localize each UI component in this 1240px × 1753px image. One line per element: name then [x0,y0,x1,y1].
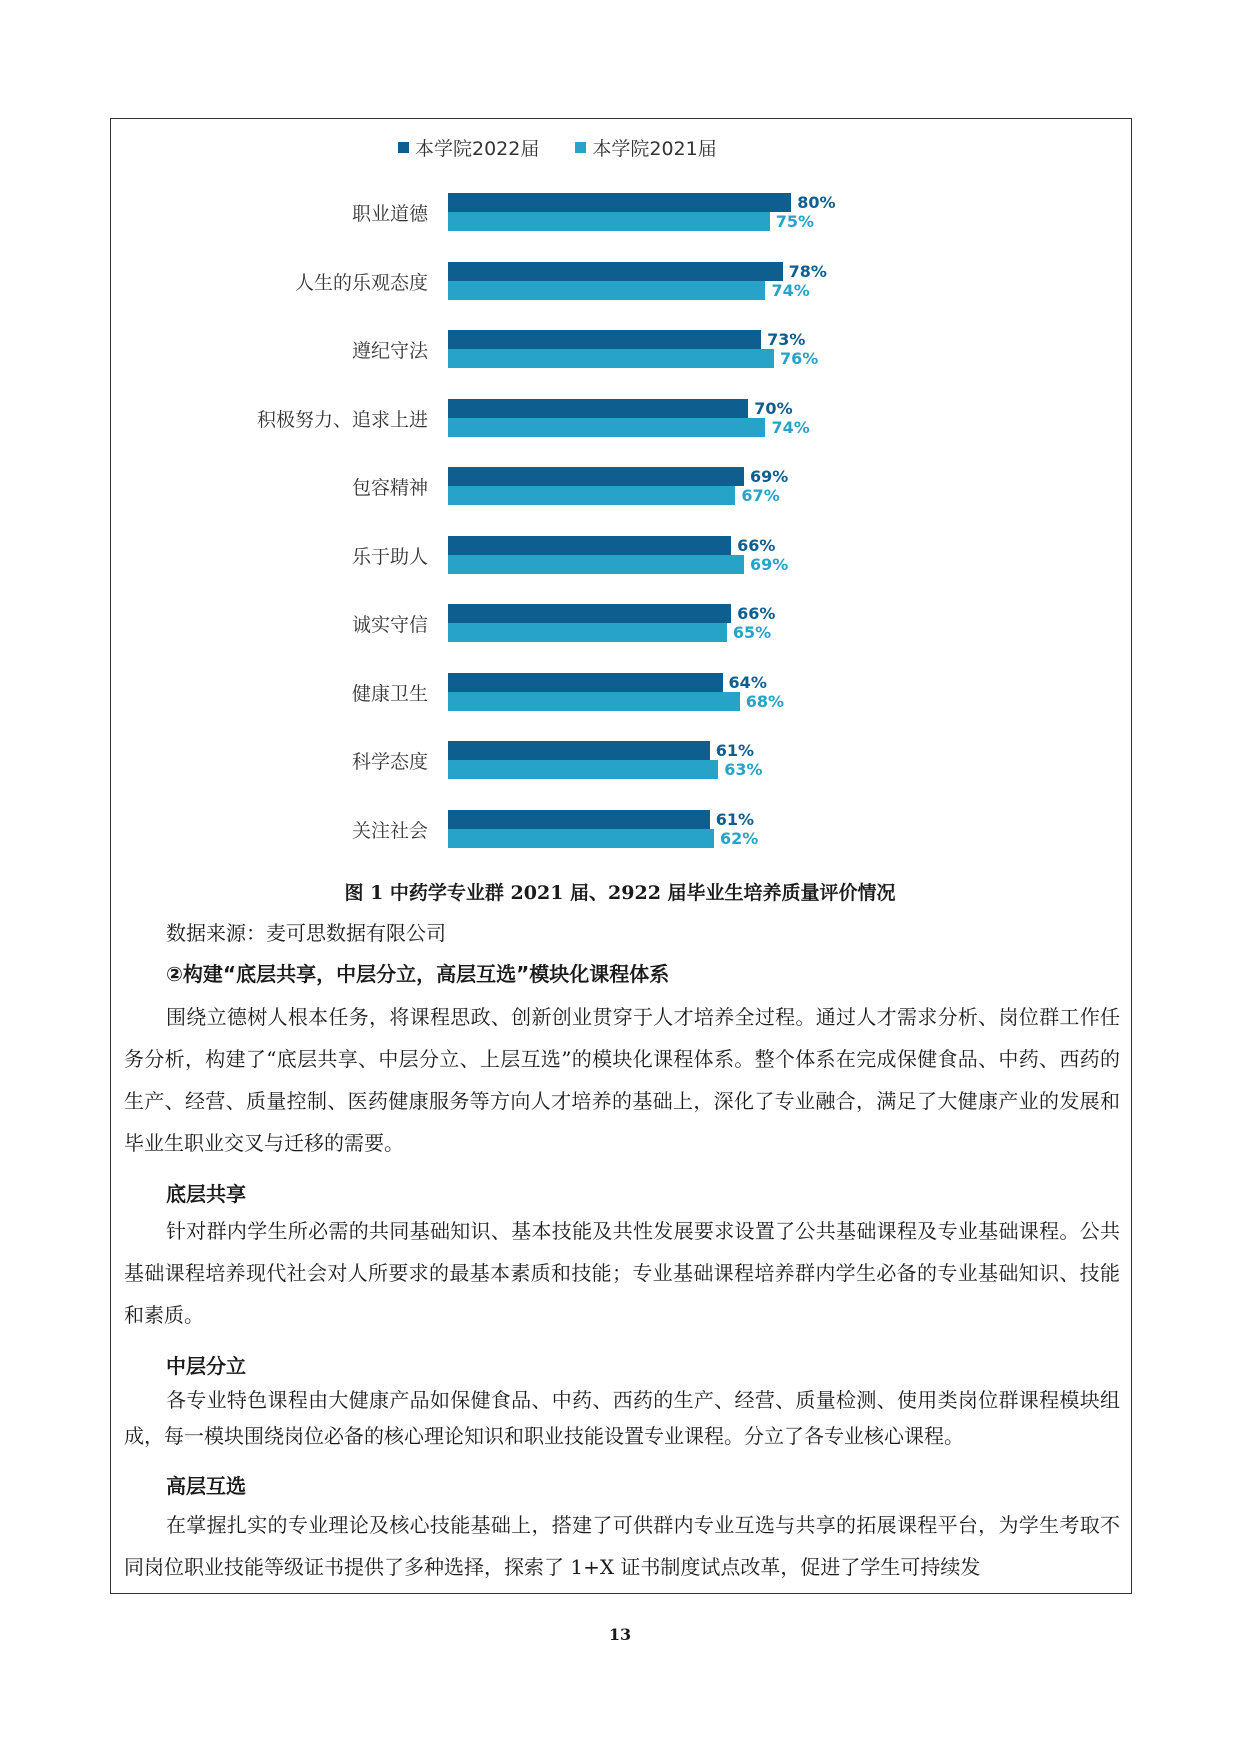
category-label: 关注社会 [351,819,428,842]
bar-2022 [448,810,710,829]
subsection-title-bottom-layer: 底层共享 [166,1182,246,1206]
category-label: 人生的乐观态度 [294,271,428,294]
legend-swatch-2021 [575,142,586,153]
bar-2022 [448,399,748,418]
category-label: 遵纪守法 [351,340,428,362]
bar-2022 [448,673,723,692]
legend-swatch-2022 [398,142,409,153]
data-label-2022: 69% [750,467,789,486]
data-label-2021: 67% [741,486,780,505]
data-label-2022: 66% [737,535,776,555]
data-label-2021: 76% [780,349,819,368]
category-label: 乐于助人 [351,545,428,568]
bar-2021 [448,418,765,437]
bar-2021 [448,212,770,231]
data-label-2022: 64% [728,672,767,692]
bar-2021 [448,349,774,368]
data-label-2022: 70% [754,398,793,418]
legend-item-2022 [398,134,539,161]
paragraph-bottom-layer: 针对群内学生所必需的共同基础知识、基本技能及共性发展要求设置了公共基础课程及专业基础课程。公共基础课程培养现代社会对人所要求的最基本素质和技能；专业基础课程培养群内学生必备的专业基础知识、技能和素质。 [124,1219,1120,1327]
bar-2022 [448,536,731,555]
section-title: ②构建“底层共享，中层分立，高层互选”模块化课程体系 [166,962,670,986]
intro-paragraph: 围绕立德树人根本任务，将课程思政、创新创业贯穿于人才培养全过程。通过人才需求分析、岗位群工作任务分析，构建了“底层共享、中层分立、上层互选”的模块化课程体系。整个体系在完成保健食品、中药、西药的生产、经营、质量控制、医药健康服务等方向人才培养的基础上，深化了专业融合，满足了大健康产业的发展和毕业生职业交叉与迁移的需要。 [124,1005,1120,1155]
bar-2022 [448,262,783,281]
bar-2021 [448,555,744,574]
data-label-2021: 74% [771,280,810,300]
bar-2021 [448,281,765,300]
bar-2021 [448,829,714,848]
subsection-title-top-layer: 高层互选 [166,1474,246,1498]
data-label-2021: 74% [771,417,810,437]
legend-label-2021: 本学院2021届 [592,138,717,160]
bar-2022 [448,604,731,623]
data-label-2022: 61% [715,741,754,760]
data-source: 数据来源：麦可思数据有限公司 [166,921,446,945]
bar-2021 [448,486,735,505]
data-label-2021: 63% [724,760,763,779]
page-number: 13 [608,1625,632,1644]
category-label: 包容精神 [351,477,428,499]
bar-2021 [448,623,727,642]
category-label: 积极努力、追求上进 [256,408,428,431]
data-label-2021: 62% [719,828,759,848]
bar-2021 [448,692,740,711]
bar-2022 [448,741,710,760]
bar-2021 [448,760,718,779]
category-label: 职业道德 [351,203,428,225]
data-label-2022: 61% [715,809,754,829]
data-label-2022: 78% [788,261,827,281]
category-label: 科学态度 [351,751,428,773]
legend-item-2021 [575,134,716,161]
data-label-2021: 65% [732,623,772,642]
data-label-2021: 69% [750,554,789,574]
bar-2022 [448,193,791,212]
data-label-2021: 75% [775,212,815,231]
category-label: 健康卫生 [351,682,428,705]
data-label-2022: 66% [737,604,776,623]
bar-2022 [448,467,744,486]
subsection-title-middle-layer: 中层分立 [166,1354,246,1378]
figure-caption: 图 1 中药学专业群 2021 届、2922 届毕业生培养质量评价情况 [344,882,896,904]
data-label-2022: 73% [767,330,806,349]
bar-2022 [448,330,761,349]
paragraph-middle-layer: 各专业特色课程由大健康产品如保健食品、中药、西药的生产、经营、质量检测、使用类岗位群课程模块组成，每一模块围绕岗位必备的核心理论知识和职业技能设置专业课程。分立了各专业核心课程。 [124,1388,1120,1448]
paragraph-top-layer: 在掌握扎实的专业理论及核心技能基础上，搭建了可供群内专业互选与共享的拓展课程平台，为学生考取不同岗位职业技能等级证书提供了多种选择，探索了 1+X 证书制度试点改革，促进了学生可持续发 [124,1513,1120,1579]
chart-legend [398,134,717,161]
category-label: 诚实守信 [351,614,428,636]
data-label-2022: 80% [797,193,836,212]
legend-label-2022: 本学院2022届 [415,138,540,160]
data-label-2021: 68% [745,691,785,711]
